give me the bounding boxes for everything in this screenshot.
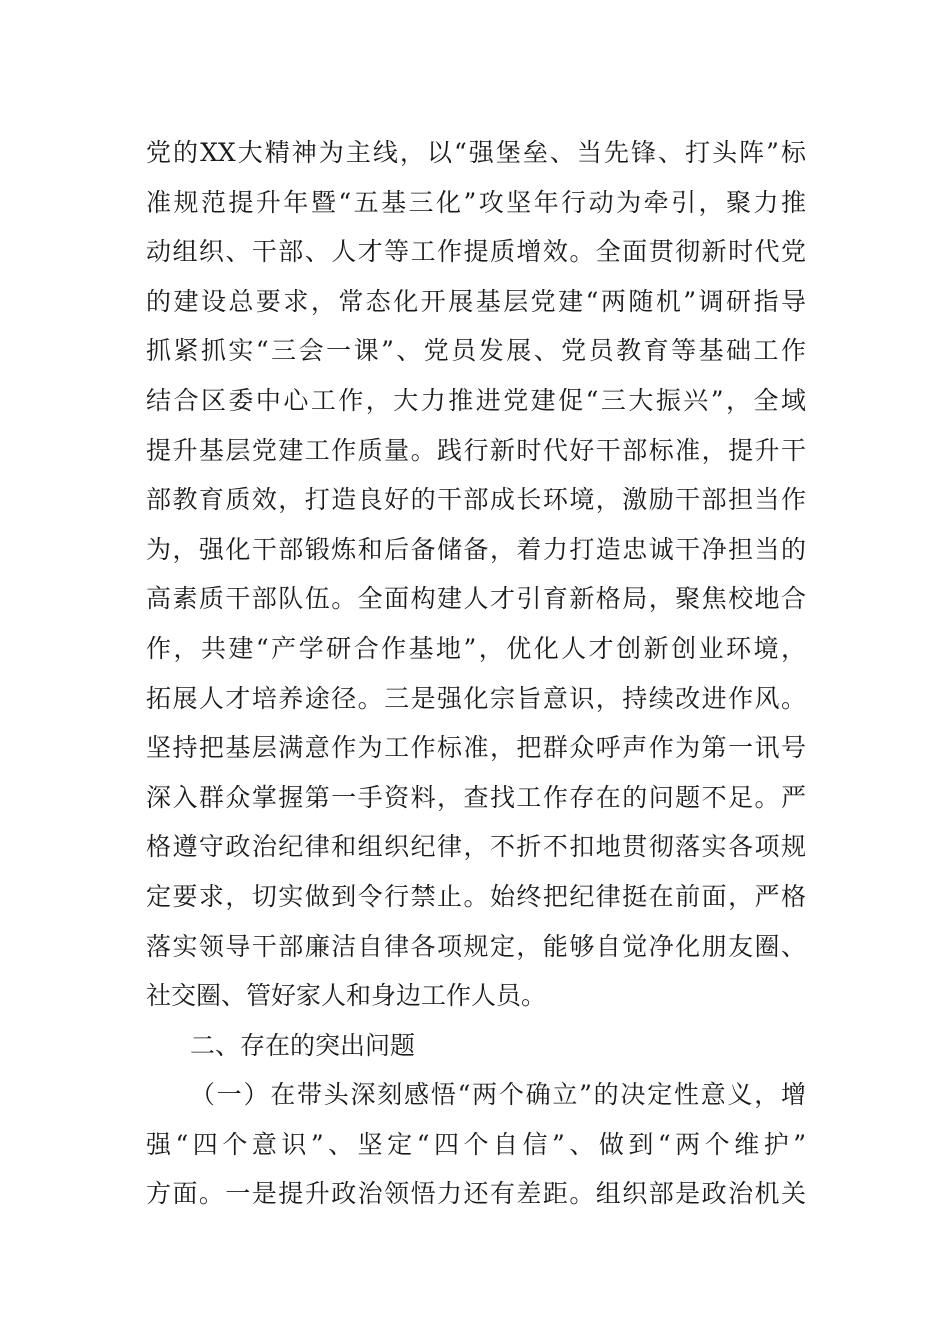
text-line: 准规范提升年暨“五基三化”攻坚年行动为牵引，聚力推 [146,187,806,217]
text-line: 抓紧抓实“三会一课”、党员发展、党员教育等基础工作 [146,336,806,366]
document-body [146,128,806,1219]
text-line: 高素质干部队伍。全面构建人才引育新格局，聚焦校地合 [146,584,806,614]
text-line: 方面。一是提升政治领悟力还有差距。组织部是政治机关 [146,1179,806,1209]
text-line: 深入群众掌握第一手资料，查找工作存在的问题不足。严 [146,782,806,812]
section-heading: 二、存在的突出问题 [190,1030,416,1060]
text-line: 强“四个意识”、坚定“四个自信”、做到“两个维护” [146,1129,806,1159]
text-line: 提升基层党建工作质量。践行新时代好干部标准，提升干 [146,435,806,465]
text-line: 拓展人才培养途径。三是强化宗旨意识，持续改进作风。 [146,683,806,713]
text-line: 部教育质效，打造良好的干部成长环境，激励干部担当作 [146,485,806,515]
text-line: 作，共建“产学研合作基地”，优化人才创新创业环境， [146,633,806,663]
text-line: 的建设总要求，常态化开展基层党建“两随机”调研指导 [146,286,806,316]
text-line: （一）在带头深刻感悟“两个确立”的决定性意义，增 [190,1080,806,1110]
text-line: 党的XX大精神为主线，以“强堡垒、当先锋、打头阵”标 [146,138,806,167]
text-line: 社交圈、管好家人和身边工作人员。 [146,981,547,1011]
text-line: 格遵守政治纪律和组织纪律，不折不扣地贯彻落实各项规 [146,832,806,862]
text-line: 为，强化干部锻炼和后备储备，着力打造忠诚干净担当的 [146,534,806,564]
text-line: 定要求，切实做到令行禁止。始终把纪律挺在前面，严格 [146,881,806,911]
text-line: 动组织、干部、人才等工作提质增效。全面贯彻新时代党 [146,237,806,267]
text-line: 落实领导干部廉洁自律各项规定，能够自觉净化朋友圈、 [146,931,806,961]
text-line: 坚持把基层满意作为工作标准，把群众呼声作为第一讯号 [146,733,806,763]
text-line: 结合区委中心工作，大力推进党建促“三大振兴”，全域 [146,385,806,415]
